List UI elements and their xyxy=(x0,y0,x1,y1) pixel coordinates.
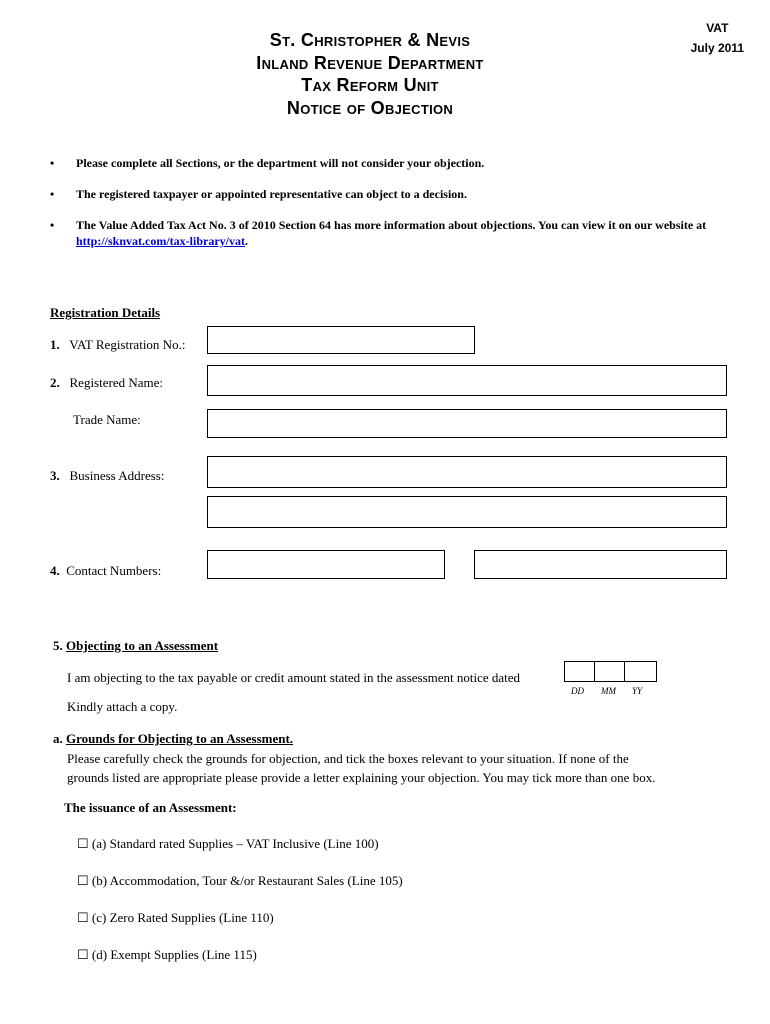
business-address-input-line-2[interactable] xyxy=(207,496,727,528)
registration-heading: Registration Details xyxy=(50,305,161,320)
subsection-letter: a. xyxy=(53,731,63,746)
title-line-3: Tax Reform Unit xyxy=(301,75,439,95)
question-label: Registered Name: xyxy=(69,375,163,390)
question-number: 4. xyxy=(50,563,60,578)
option-zero-rated xyxy=(77,910,274,926)
subsection-title: Grounds for Objecting to an Assessment. xyxy=(66,731,294,746)
question-label: Business Address: xyxy=(69,468,165,483)
grounds-instructions-line-2: grounds listed are appropriate please provide a letter explaining your objection. You may tick more than one box. xyxy=(67,770,656,785)
instructions-list xyxy=(40,155,720,264)
trade-name-input[interactable] xyxy=(207,409,727,438)
form-code: VAT xyxy=(706,21,729,35)
vat-registration-label xyxy=(50,337,185,353)
grounds-heading xyxy=(53,731,293,747)
attach-copy-note: Kindly attach a copy. xyxy=(67,699,178,714)
instruction-item xyxy=(40,186,720,202)
contact-number-input-1[interactable] xyxy=(207,550,445,579)
instruction-item xyxy=(40,155,720,171)
bullet-icon: • xyxy=(50,156,55,170)
bullet-icon: • xyxy=(50,218,55,232)
question-number: 3. xyxy=(50,468,60,483)
instruction-text: The Value Added Tax Act No. 3 of 2010 Section 64 has more information about objections. You can view it on our website at xyxy=(76,218,707,232)
issuance-heading: The issuance of an Assessment: xyxy=(64,800,237,815)
page-title xyxy=(160,29,580,119)
option-label: (a) Standard rated Supplies – VAT Inclusive (Line 100) xyxy=(91,836,379,851)
trade-name-label: Trade Name: xyxy=(73,412,141,427)
option-standard-rated xyxy=(77,836,379,852)
date-label-day: DD xyxy=(571,686,584,696)
business-address-label xyxy=(50,468,164,484)
vat-library-link[interactable]: http://sknvat.com/tax-library/vat xyxy=(76,234,245,248)
option-accommodation xyxy=(77,873,403,889)
registered-name-label xyxy=(50,375,163,391)
date-divider xyxy=(624,662,625,681)
title-line-4: Notice of Objection xyxy=(286,97,454,118)
section-number: 5. xyxy=(53,638,63,653)
instruction-item xyxy=(40,217,720,249)
form-version-block xyxy=(691,18,744,58)
question-label: Contact Numbers: xyxy=(66,563,162,578)
contact-numbers-label xyxy=(50,563,161,579)
checkbox-icon[interactable]: ☐ xyxy=(77,910,89,925)
assessment-heading xyxy=(53,638,218,654)
date-divider xyxy=(594,662,595,681)
question-number: 1. xyxy=(50,337,60,352)
registered-name-input[interactable] xyxy=(207,365,727,396)
bullet-icon: • xyxy=(50,187,55,201)
form-date: July 2011 xyxy=(690,41,744,55)
option-label: (c) Zero Rated Supplies (Line 110) xyxy=(91,910,274,925)
contact-number-input-2[interactable] xyxy=(474,550,727,579)
date-label-month: MM xyxy=(601,686,616,696)
date-label-year: YY xyxy=(632,686,643,696)
assessment-statement: I am objecting to the tax payable or credit amount stated in the assessment notice dated xyxy=(67,670,521,685)
assessment-date-field[interactable] xyxy=(564,661,657,682)
instruction-text: Please complete all Sections, or the department will not consider your objection. xyxy=(76,156,485,170)
checkbox-icon[interactable]: ☐ xyxy=(77,873,89,888)
option-label: (b) Accommodation, Tour &/or Restaurant Sales (Line 105) xyxy=(91,873,403,888)
question-label: VAT Registration No.: xyxy=(69,337,186,352)
business-address-input-line-1[interactable] xyxy=(207,456,727,488)
section-title: Objecting to an Assessment xyxy=(66,638,219,653)
title-line-1: St. Christopher & Nevis xyxy=(269,30,471,50)
instruction-text: The registered taxpayer or appointed representative can object to a decision. xyxy=(76,187,467,201)
title-line-2: Inland Revenue Department xyxy=(256,52,484,73)
grounds-instructions-line-1: Please carefully check the grounds for objection, and tick the boxes relevant to your situation. If none of the xyxy=(67,751,629,766)
instruction-text-end: . xyxy=(245,234,248,248)
checkbox-icon[interactable]: ☐ xyxy=(77,947,89,962)
option-label: (d) Exempt Supplies (Line 115) xyxy=(91,947,257,962)
vat-registration-input[interactable] xyxy=(207,326,475,354)
checkbox-icon[interactable]: ☐ xyxy=(77,836,89,851)
option-exempt xyxy=(77,947,257,963)
question-number: 2. xyxy=(50,375,60,390)
